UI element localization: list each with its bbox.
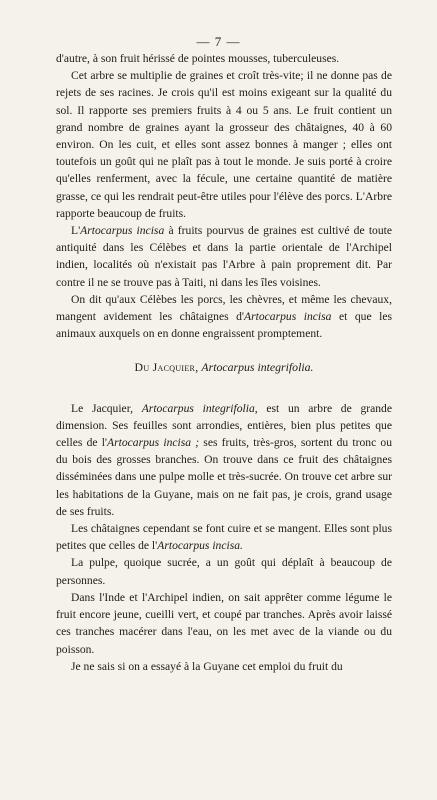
section-heading: Du Jacquier, Artocarpus integrifolia. — [134, 360, 314, 375]
paragraph: Les châtaignes cependant se font cuire et se mangent. Elles sont plus petites que celles de l'Artocarpus incisa. — [56, 522, 392, 553]
paragraph-continued: d'autre, à son fruit hérissé de pointes mousses, tuberculeuses. — [56, 52, 340, 65]
paragraph: On dit qu'aux Célèbes les porcs, les chèvres, et même les chevaux, mangent avidement les châtaignes d'Artocarpus incisa et que les animaux auxquels on en donne engraissent promptement. — [56, 292, 393, 341]
paragraph: L'Artocarpus incisa à fruits pourvus de graines est cultivé de toute antiquité dans les Célèbes et dans la partie orientale de l'Archipel indien, localités où n'existait pas l'Arbre à pain proprement dit. Par contre il ne se trouve pas à Taiti, ni dans les îles voisines. — [56, 224, 392, 289]
body-text — [56, 50, 392, 675]
paragraph: Dans l'Inde et l'Archipel indien, on sait apprêter comme légume le fruit encore jeune, cueilli vert, et coupé par tranches. Après avoir laissé ces tranches macérer dans l'eau, on les met avec de la viande ou du poisson. — [56, 590, 392, 656]
paragraph: Je ne sais si on a essayé à la Guyane cet emploi du fruit du — [71, 659, 343, 673]
paragraph: Cet arbre se multiplie de graines et croît très-vite; il ne donne pas de rejets de ses racines. Je crois qu'il est moins exigeant sur la qualité du sol. Il rapporte ses premiers fruits à 4 ou 5 ans. Le fruit contient un grand nombre de graines ayant la grosseur des châtaignes, 40 à 60 environ. On les cuit, et elles sont assez bonnes à manger ; elles ont toutefois un goût qui ne plaît pas à tout le monde. Je suis porté à croire qu'elles renferment, avec la fécule, une certaine quantité de matière grasse, ce qui les rendrait peut-être utiles pour l'élève des porcs. L'Arbre rapporte beaucoup de fruits. — [56, 69, 392, 220]
paragraph: La pulpe, quoique sucrée, a un goût qui déplaît à beaucoup de personnes. — [56, 556, 392, 587]
page-number: — 7 — — [196, 34, 241, 49]
paragraph: Le Jacquier, Artocarpus integrifolia, est un arbre de grande dimension. Ses feuilles sont arrondies, entières, bien plus petites que celles de l'Artocarpus incisa ; ses fruits, très-gros, sortent du tronc ou du bois des grosses branches. On trouve dans ce fruit des châtaignes disséminées dans une pulpe molle et très-sucrée. On trouve cet arbre sur les habitations de la Guyane, mais on ne fait pas, je crois, grand usage de ses fruits. — [56, 401, 392, 518]
